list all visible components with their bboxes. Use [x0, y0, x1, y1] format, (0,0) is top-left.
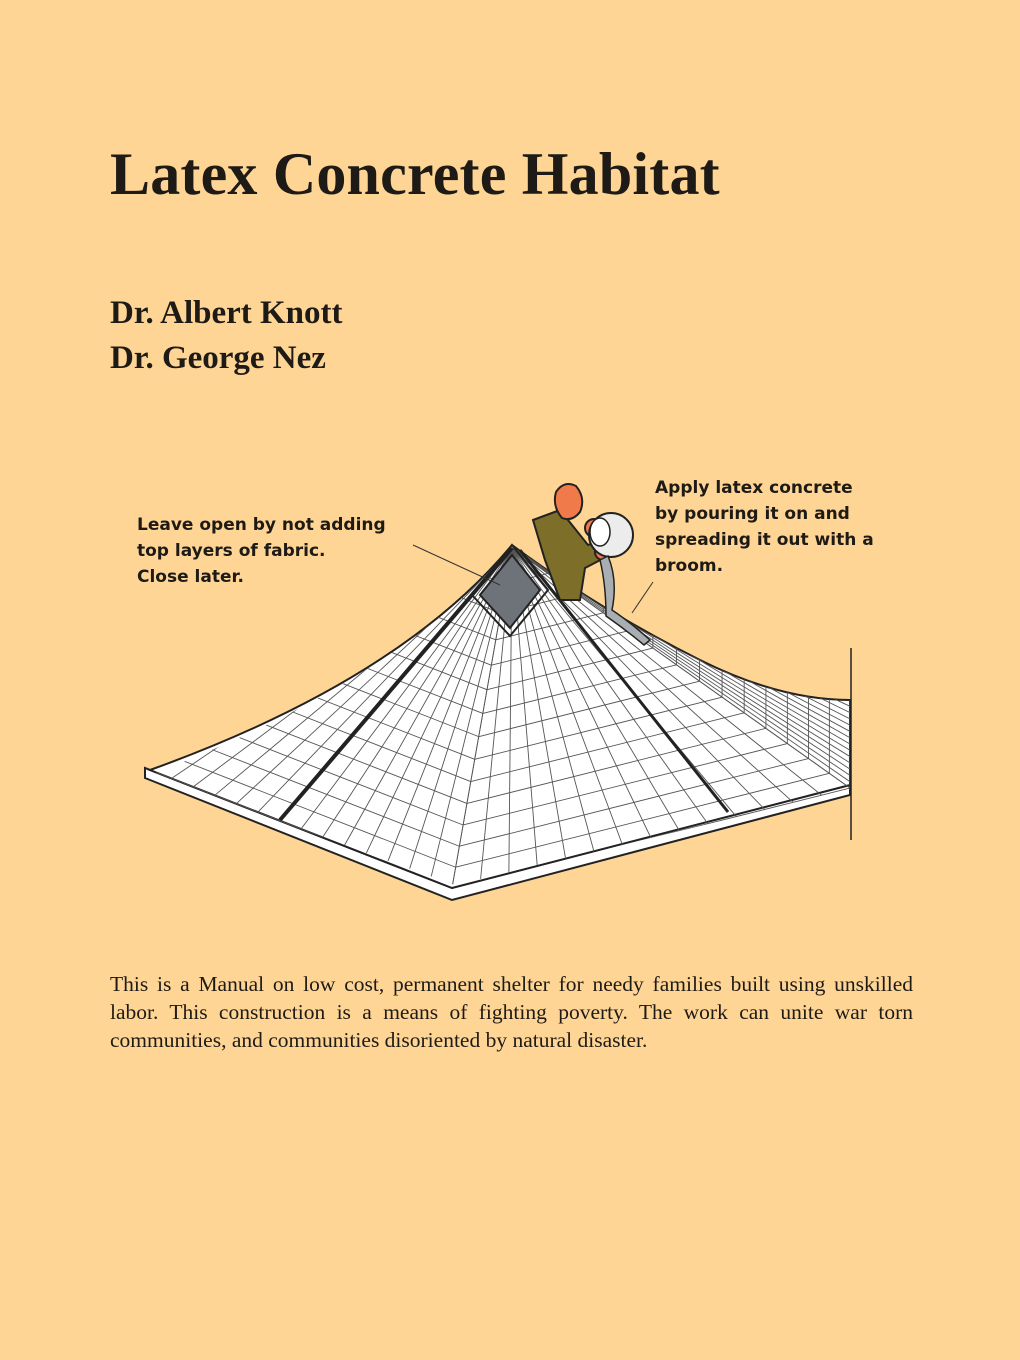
callout-leave-open: Leave open by not adding top layers of fabric. Close later. — [137, 515, 386, 587]
leader-line-right — [632, 582, 653, 613]
leader-line-left — [413, 545, 500, 585]
author-1: Dr. Albert Knott — [110, 295, 343, 331]
author-2: Dr. George Nez — [110, 340, 326, 376]
book-title: Latex Concrete Habitat — [110, 141, 720, 207]
callout-apply-concrete: Apply latex concrete by pouring it on and spreading it out with a broom. — [655, 478, 874, 576]
book-description: This is a Manual on low cost, permanent shelter for needy families built using unskilled labor. This construction is a means of fighting poverty. The work can unite war torn communities, and communities disoriented by natural disaster. — [110, 972, 913, 1052]
bucket-icon — [589, 513, 633, 557]
